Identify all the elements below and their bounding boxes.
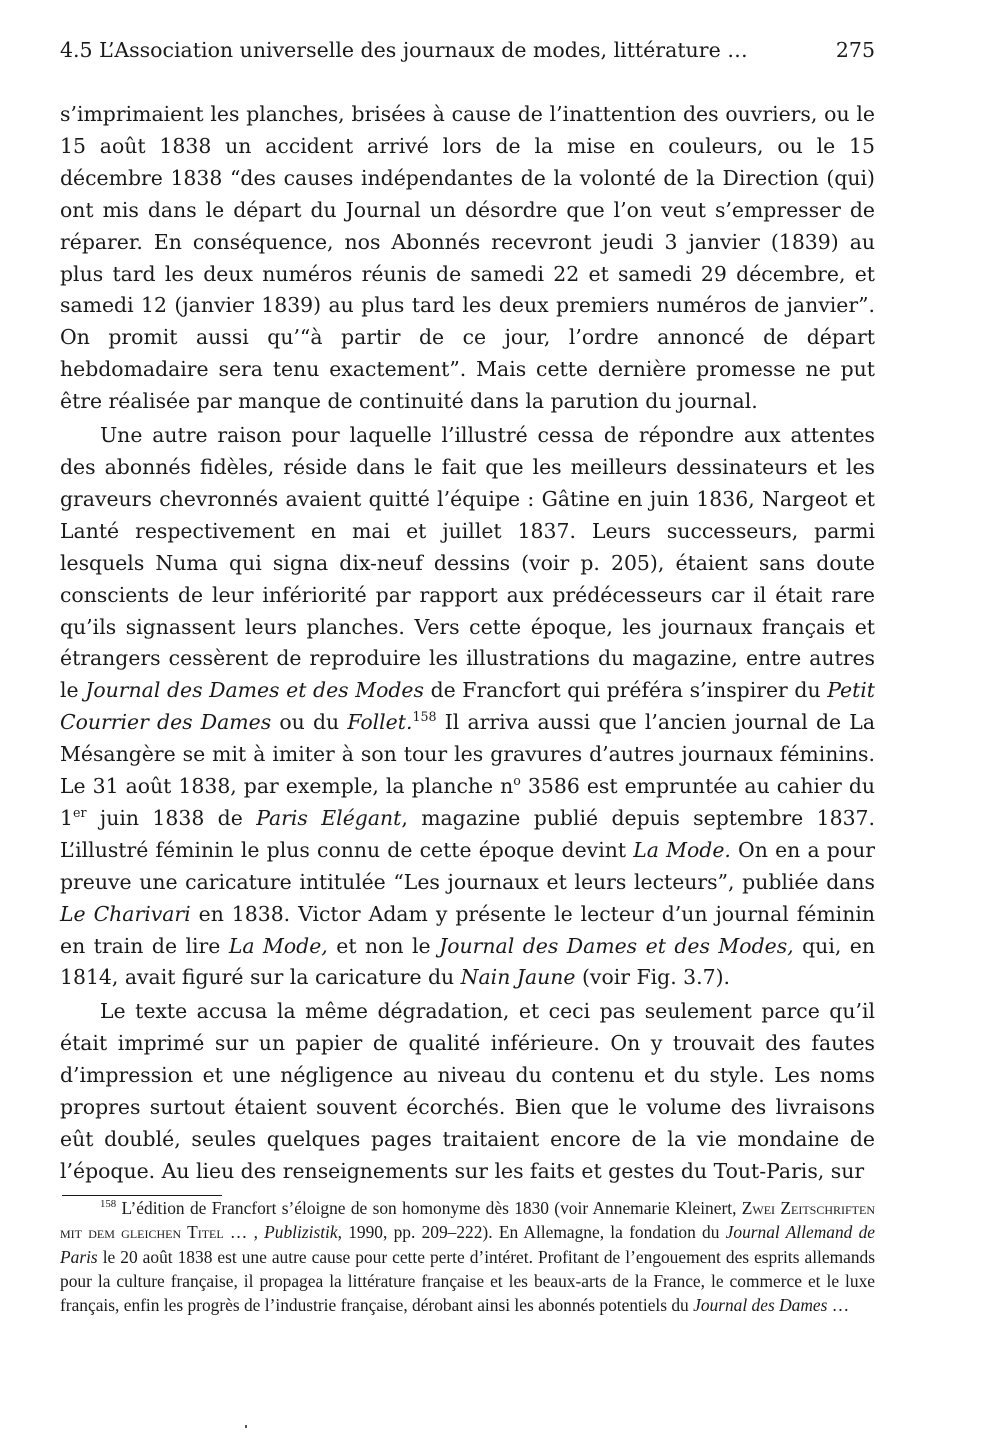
- p2-italic-la-mode: La Mode.: [633, 837, 731, 862]
- paragraph-3: [60, 996, 875, 1187]
- paragraph-1-text: s’imprimaient les planches, brisées à cause de l’inattention des ouvriers, ou le 15 août 1838 un accident arrivé lors de la mise en couleurs, ou le 15 décembre 1838 “des causes indépendantes de la volonté de la Direction (qui) ont mis dans le départ du Journal un désordre que l’on veut s’empresser de réparer. En conséquence, nos Abonnés recevront jeudi 3 janvier (1839) au plus tard les deux numéros réunis de samedi 22 et samedi 29 décembre, et samedi 12 (janvier 1839) au plus tard les deux premiers numéros de janvier”. On promit aussi qu’“à partir de ce jour, l’ordre annoncé de départ hebdomadaire sera tenu exactement”. Mais cette dernière promesse ne put être réalisée par manque de continuité dans la parution du journal.: [60, 102, 875, 414]
- running-head-title: 4.5 L’Association universelle des journaux de modes, littérature …: [60, 38, 748, 62]
- p2-italic-nain-jaune: Nain Jaune: [460, 965, 576, 990]
- p2-superscript-er: er: [72, 804, 87, 820]
- fn-italic-publizistik: Publizistik: [264, 1222, 338, 1243]
- p2-text-10: et non le: [327, 933, 440, 958]
- p2-italic-le-charivari: Le Charivari: [60, 901, 191, 926]
- fn-italic-journal-des-dames: Journal des Dames: [693, 1295, 828, 1316]
- paragraph-3-text: Le texte accusa la même dégradation, et ceci pas seulement parce qu’il était imprimé sur un papier de qualité inférieure. On y trouvait des fautes d’impression et une négligence au niveau du contenu et du style. Les noms propres surtout étaient souvent écorchés. Bien que le volume des livraisons eût doublé, seules quelques pages traitaient encore de la vie mondaine de l’époque. Au lieu des renseignements sur les faits et gestes du Tout-Paris, sur: [60, 999, 875, 1183]
- p2-text-2: de Francfort qui préféra s’inspirer du: [423, 678, 828, 703]
- p2-text-8: On en a pour preuve une caricature intitulée “Les journaux et leurs lecteurs”, publiée dans: [60, 837, 876, 894]
- p2-text-12: (voir Fig. 3.7).: [575, 965, 731, 990]
- p2-italic-follet: Follet.: [347, 710, 413, 735]
- footnote-158: [60, 1196, 875, 1317]
- fn-text-4: le 20 août 1838 est une autre cause pour cette perte d’intéret. Profitant de l’engouement des esprits allemands pour la culture française, il propagea la littérature française et les beaux-arts de la France, le commerce et le luxe français, enfin les progrès de l’industrie française, dérobant ainsi les abonnés potentiels du: [60, 1246, 875, 1316]
- p2-text-7: , magazine publié depuis septembre 1837. L’illustré féminin le plus connu de cette époque devint: [60, 805, 875, 862]
- fn-italic-journal-allemand: Journal Allemand de Paris: [60, 1222, 875, 1267]
- paragraph-2: [60, 420, 875, 994]
- print-speck: [245, 1425, 247, 1428]
- fn-text-3: , 1990, pp. 209–222). En Allemagne, la fondation du: [337, 1222, 726, 1243]
- p2-italic-petit-courrier: Petit Courrier des Dames: [60, 678, 875, 735]
- p2-text-5: 3586 est empruntée au cahier du 1: [60, 774, 876, 830]
- footnote-number: 158: [100, 1198, 117, 1210]
- body-text: [60, 99, 875, 1188]
- fn-text-1: L’édition de Francfort s’éloigne de son homonyme dès 1830 (voir Annemarie Kleinert,: [116, 1198, 742, 1218]
- p2-superscript-o: o: [513, 772, 521, 788]
- p2-text-6: juin 1838 de: [86, 805, 257, 830]
- p2-italic-la-mode-2: La Mode,: [228, 933, 328, 958]
- paragraph-1: [60, 99, 875, 418]
- p2-text-3: ou du: [271, 710, 348, 735]
- fn-text-2: … ,: [223, 1222, 265, 1243]
- page-number: 275: [835, 38, 875, 62]
- footnote-text: [60, 1196, 875, 1317]
- footnote-reference[interactable]: 158: [412, 709, 437, 724]
- p2-italic-journal-des-dames: Journal des Dames et des Modes: [85, 678, 424, 703]
- fn-text-5: …: [827, 1295, 850, 1316]
- fn-smallcaps-title: Zwei Zeitschriften mit dem gleichen Titel: [60, 1198, 876, 1243]
- running-head: [60, 30, 875, 70]
- p2-text-4: Il arriva aussi que l’ancien journal de La Mésangère se mit à imiter à son tour les gravures d’autres journaux féminins. Le 31 août 1838, par exemple, la planche n: [60, 710, 875, 799]
- p2-text-1: Une autre raison pour laquelle l’illustré cessa de répondre aux attentes des abonnés fidèles, réside dans le fait que les meilleurs dessinateurs et les graveurs chevronnés avaient quitté l’équipe : Gâtine en juin 1836, Nargeot et Lanté respectivement en mai et juillet 1837. Leurs successeurs, parmi lesquels Numa qui signa dix-neuf dessins (voir p. 205), étaient sans doute conscients de leur infériorité par rapport aux prédécesseurs car il était rare qu’ils signassent leurs planches. Vers cette époque, les journaux français et étrangers cessèrent de reproduire les illustrations du magazine, entre autres le: [60, 423, 875, 703]
- p2-text-9: en 1838. Victor Adam y présente le lecteur d’un journal féminin en train de lire: [60, 901, 875, 958]
- p2-italic-paris-elegant: Paris Elégant: [256, 805, 402, 830]
- p2-italic-journal-des-dames-2: Journal des Dames et des Modes,: [439, 933, 794, 958]
- p2-text-11: qui, en 1814, avait figuré sur la caricature du: [60, 933, 875, 990]
